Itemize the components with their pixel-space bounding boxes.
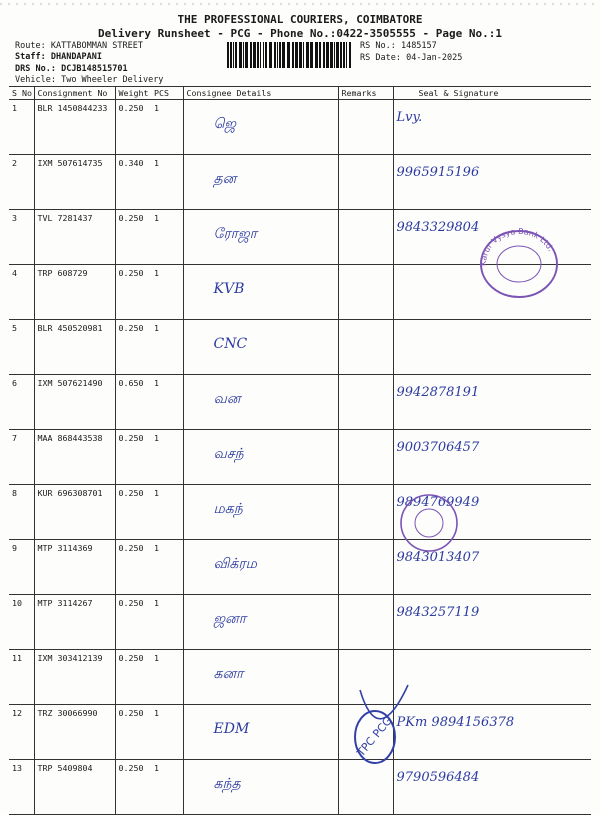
row-consignee: மகந் — [183, 485, 338, 540]
col-pcs: PCS — [151, 87, 183, 100]
row-signature: Lvy. — [393, 100, 591, 155]
barcode-bar — [253, 42, 256, 68]
barcode-bar — [227, 42, 229, 68]
row-remarks — [338, 595, 393, 650]
route-value: KATTABOMMAN STREET — [50, 41, 143, 51]
row-pcs: 1 — [151, 155, 183, 210]
barcode-bar — [257, 42, 259, 68]
row-consignee: KVB — [183, 265, 338, 320]
rs-date-value: 04-Jan-2025 — [406, 53, 463, 63]
row-consignment-no: BLR 1450844233 — [34, 100, 115, 155]
row-weight: 0.250 — [115, 650, 151, 705]
table-row — [9, 705, 591, 760]
row-remarks — [338, 265, 393, 320]
barcode-bar — [260, 42, 261, 68]
col-remarks: Remarks — [338, 87, 393, 100]
row-sno: 1 — [9, 100, 34, 155]
row-sno: 8 — [9, 485, 34, 540]
row-consignment-no: IXM 303412139 — [34, 650, 115, 705]
barcode-bar — [279, 42, 281, 68]
row-weight: 0.250 — [115, 595, 151, 650]
row-pcs: 1 — [151, 705, 183, 760]
row-signature: 9942878191 — [393, 375, 591, 430]
row-sno: 13 — [9, 760, 34, 815]
company-title: THE PROFESSIONAL COURIERS, COIMBATORE — [177, 13, 423, 26]
barcode-bar — [277, 42, 278, 68]
row-weight: 0.340 — [115, 155, 151, 210]
barcode-bar — [334, 42, 335, 68]
col-consignment: Consignment No — [34, 87, 115, 100]
pcg-stamp-text: TPC PCG — [354, 714, 395, 760]
barcode-bar — [250, 42, 252, 68]
vehicle-line: Vehicle: Two Wheeler Delivery — [15, 75, 164, 85]
barcode-bar — [230, 42, 232, 68]
table-row — [9, 760, 591, 815]
rs-no-line: RS No.: 1485157 — [360, 41, 437, 51]
row-sno: 11 — [9, 650, 34, 705]
table-row — [9, 320, 591, 375]
row-weight: 0.250 — [115, 760, 151, 815]
barcode-bar — [323, 42, 325, 68]
barcode-bar — [346, 42, 347, 68]
row-consignment-no: MAA 868443538 — [34, 430, 115, 485]
staff-value: DHANDAPANI — [50, 52, 103, 62]
table-row — [9, 595, 591, 650]
barcode-bar — [319, 42, 321, 68]
row-remarks — [338, 320, 393, 375]
row-consignee: ரோஜா — [183, 210, 338, 265]
row-weight: 0.250 — [115, 705, 151, 760]
row-pcs: 1 — [151, 265, 183, 320]
row-consignee: கனா — [183, 650, 338, 705]
row-signature: 9003706457 — [393, 430, 591, 485]
barcode-bar — [245, 42, 248, 68]
barcode-bar — [330, 42, 333, 68]
table-row — [9, 100, 591, 155]
rs-date-line: RS Date: 04-Jan-2025 — [360, 53, 463, 63]
barcode-bar — [243, 42, 244, 68]
barcode-bar — [306, 42, 309, 68]
barcode-bar — [326, 42, 329, 68]
row-remarks — [338, 430, 393, 485]
row-remarks — [338, 210, 393, 265]
drs-line: DRS No.: DCJB148515701 — [15, 64, 128, 74]
row-remarks — [338, 100, 393, 155]
paper-top-edge — [0, 2, 600, 10]
round-stamp — [394, 488, 464, 558]
vehicle-value: Two Wheeler Delivery — [61, 75, 164, 85]
row-consignee: வசந் — [183, 430, 338, 485]
barcode-bar — [295, 42, 298, 68]
barcode-bar — [235, 42, 237, 68]
row-consignment-no: KUR 696308701 — [34, 485, 115, 540]
barcode-bar — [269, 42, 272, 68]
col-consignee: Consignee Details — [183, 87, 338, 100]
barcode-bar — [274, 42, 276, 68]
row-consignment-no: TRP 5409804 — [34, 760, 115, 815]
row-sno: 7 — [9, 430, 34, 485]
table-row — [9, 155, 591, 210]
row-signature: 9790596484 — [393, 760, 591, 815]
pcg-stamp — [340, 680, 420, 770]
barcode-bar — [263, 42, 264, 68]
barcode-bar — [239, 42, 242, 68]
barcode-bar — [233, 42, 234, 68]
row-pcs: 1 — [151, 650, 183, 705]
barcode-bar — [315, 42, 318, 68]
row-weight: 0.250 — [115, 485, 151, 540]
row-pcs: 1 — [151, 485, 183, 540]
barcode-bar — [292, 42, 294, 68]
row-sno: 5 — [9, 320, 34, 375]
staff-line: Staff: DHANDAPANI — [15, 52, 103, 62]
route-line: Route: KATTABOMMAN STREET — [15, 41, 143, 51]
row-consignment-no: IXM 507621490 — [34, 375, 115, 430]
barcode — [227, 42, 353, 68]
row-consignee: தன — [183, 155, 338, 210]
barcode-bar — [336, 42, 339, 68]
row-consignment-no: IXM 507614735 — [34, 155, 115, 210]
row-pcs: 1 — [151, 595, 183, 650]
table-row — [9, 430, 591, 485]
row-signature: 9894769949 — [393, 485, 591, 540]
row-signature: 9843329804 — [393, 210, 591, 265]
row-consignment-no: TVL 7281437 — [34, 210, 115, 265]
row-remarks — [338, 540, 393, 595]
row-pcs: 1 — [151, 540, 183, 595]
row-consignee: EDM — [183, 705, 338, 760]
row-signature — [393, 320, 591, 375]
table-row — [9, 540, 591, 595]
row-pcs: 1 — [151, 210, 183, 265]
row-remarks — [338, 485, 393, 540]
barcode-bar — [343, 42, 345, 68]
row-consignment-no: TRP 608729 — [34, 265, 115, 320]
row-consignment-no: MTP 3114369 — [34, 540, 115, 595]
bank-stamp — [476, 226, 562, 302]
runsheet-subtitle: Delivery Runsheet - PCG - Phone No.:0422-3505555 - Page No.:1 — [98, 27, 502, 40]
table-row — [9, 375, 591, 430]
row-signature — [393, 650, 591, 705]
row-weight: 0.250 — [115, 320, 151, 375]
barcode-bar — [265, 42, 267, 68]
row-sno: 9 — [9, 540, 34, 595]
row-sno: 4 — [9, 265, 34, 320]
table-row — [9, 485, 591, 540]
row-signature: 9965915196 — [393, 155, 591, 210]
row-pcs: 1 — [151, 100, 183, 155]
row-weight: 0.250 — [115, 100, 151, 155]
row-sno: 10 — [9, 595, 34, 650]
row-pcs: 1 — [151, 375, 183, 430]
row-pcs: 1 — [151, 430, 183, 485]
barcode-bar — [287, 42, 290, 68]
row-consignee: CNC — [183, 320, 338, 375]
row-weight: 0.650 — [115, 375, 151, 430]
col-sno: S No — [9, 87, 34, 100]
row-consignee: விக்ரம — [183, 540, 338, 595]
row-consignment-no: BLR 450520981 — [34, 320, 115, 375]
barcode-bar — [349, 42, 351, 68]
row-remarks — [338, 155, 393, 210]
row-weight: 0.250 — [115, 430, 151, 485]
row-sno: 3 — [9, 210, 34, 265]
row-remarks — [338, 375, 393, 430]
barcode-bar — [303, 42, 304, 68]
drs-value: DCJB148515701 — [61, 64, 128, 74]
row-consignee: ஜெ — [183, 100, 338, 155]
row-signature: PKm 9894156378 — [393, 705, 591, 760]
row-consignee: ஜனா — [183, 595, 338, 650]
row-signature: 9843013407 — [393, 540, 591, 595]
row-consignee: கந்த — [183, 760, 338, 815]
barcode-bar — [282, 42, 285, 68]
barcode-bar — [340, 42, 342, 68]
runsheet-table — [9, 86, 591, 815]
col-seal: Seal & Signature — [393, 87, 591, 100]
row-weight: 0.250 — [115, 265, 151, 320]
rs-no-value: 1485157 — [400, 41, 437, 51]
row-pcs: 1 — [151, 760, 183, 815]
row-signature: 9843257119 — [393, 595, 591, 650]
row-weight: 0.250 — [115, 540, 151, 595]
row-sno: 12 — [9, 705, 34, 760]
table-row — [9, 650, 591, 705]
row-consignment-no: MTP 3114267 — [34, 595, 115, 650]
row-pcs: 1 — [151, 320, 183, 375]
bank-stamp-text: Karur Vysya Bank Ltd. — [478, 226, 556, 267]
table-header-row — [9, 87, 591, 100]
barcode-bar — [299, 42, 302, 68]
row-sno: 2 — [9, 155, 34, 210]
row-sno: 6 — [9, 375, 34, 430]
row-consignment-no: TRZ 30066990 — [34, 705, 115, 760]
barcode-bar — [310, 42, 313, 68]
col-weight: Weight — [115, 87, 151, 100]
row-weight: 0.250 — [115, 210, 151, 265]
row-consignee: வன — [183, 375, 338, 430]
